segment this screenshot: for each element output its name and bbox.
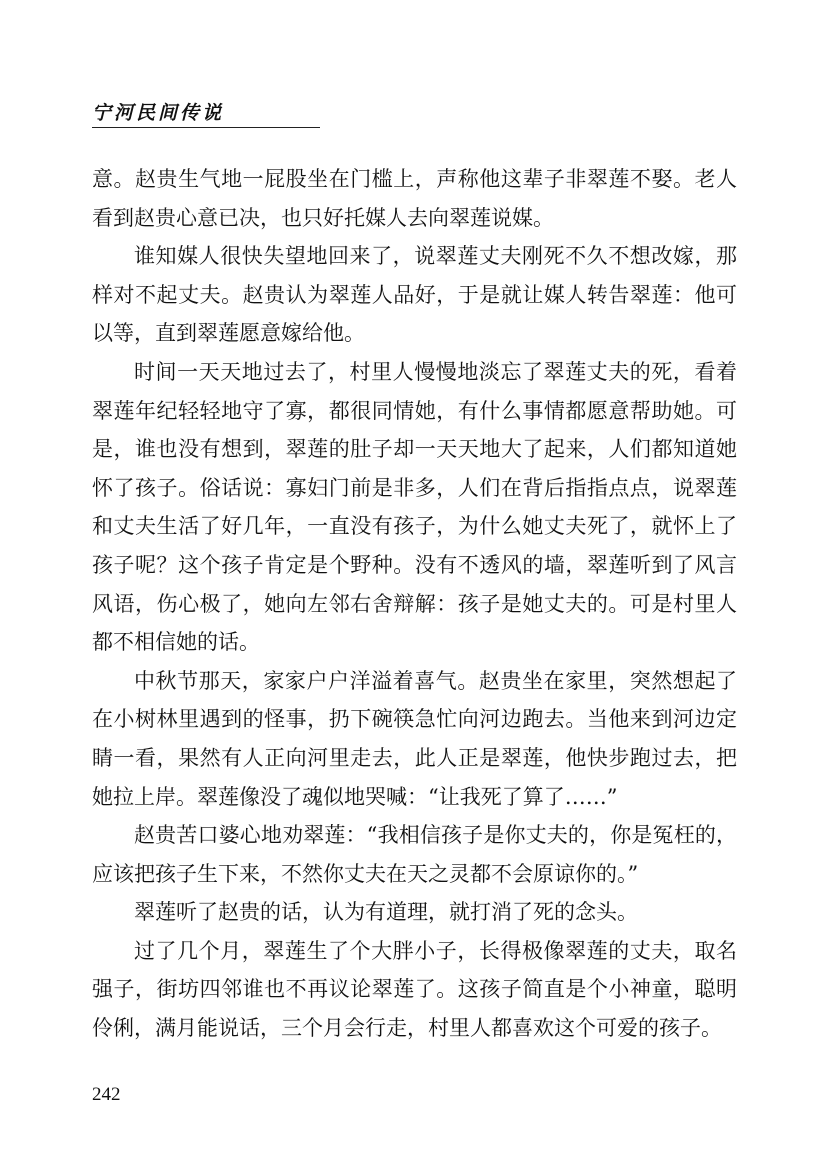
paragraph: 翠莲听了赵贵的话，认为有道理，就打消了死的念头。	[134, 900, 638, 925]
paragraph: 谁知媒人很快失望地回来了，说翠莲丈夫刚死不久不想改嫁，那样对不起丈夫。赵贵认为翠莲人品好，于是就让媒人转告翠莲：他可以等，直到翠莲愿意嫁给他。	[92, 244, 737, 346]
paragraph: 中秋节那天，家家户户洋溢着喜气。赵贵坐在家里，突然想起了在小树林里遇到的怪事，扔下碗筷急忙向河边跑去。当他来到河边定睛一看，果然有人正向河里走去，此人正是翠莲，他快步跑过去，把她拉上岸。翠莲像没了魂似地哭喊：“让我死了算了……”	[92, 668, 737, 809]
book-title: 宁河民间传说	[92, 102, 225, 124]
paragraph: 过了几个月，翠莲生了个大胖小子，长得极像翠莲的丈夫，取名强子，街坊四邻谁也不再议论翠莲了。这孩子简直是个小神童，聪明伶俐，满月能说话，三个月会行走，村里人都喜欢这个可爱的孩子。	[92, 938, 737, 1041]
paragraph: 意。赵贵生气地一屁股坐在门槛上，声称他这辈子非翠莲不娶。老人看到赵贵心意已决，也只好托媒人去向翠莲说媒。	[92, 167, 737, 230]
paragraph: 时间一天天地过去了，村里人慢慢地淡忘了翠莲丈夫的死，看着翠莲年纪轻轻地守了寡，都很同情她，有什么事情都愿意帮助她。可是，谁也没有想到，翠莲的肚子却一天天地大了起来，人们都知道她怀了孩子。俗话说：寡妇门前是非多，人们在背后指指点点，说翠莲和丈夫生活了好几年，一直没有孩子，为什么她丈夫死了，就怀上了孩子呢？这个孩子肯定是个野种。没有不透风的墙，翠莲听到了风言风语，伤心极了，她向左邻右舍辩解：孩子是她丈夫的。可是村里人都不相信她的话。	[92, 359, 737, 655]
paragraph: 赵贵苦口婆心地劝翠莲：“我相信孩子是你丈夫的，你是冤枉的，应该把孩子生下来，不然你丈夫在天之灵都不会原谅你的。”	[92, 823, 737, 886]
header-rule	[92, 127, 320, 128]
body-text	[92, 160, 737, 1048]
running-header	[92, 101, 320, 128]
page-number: 242	[92, 1084, 121, 1105]
